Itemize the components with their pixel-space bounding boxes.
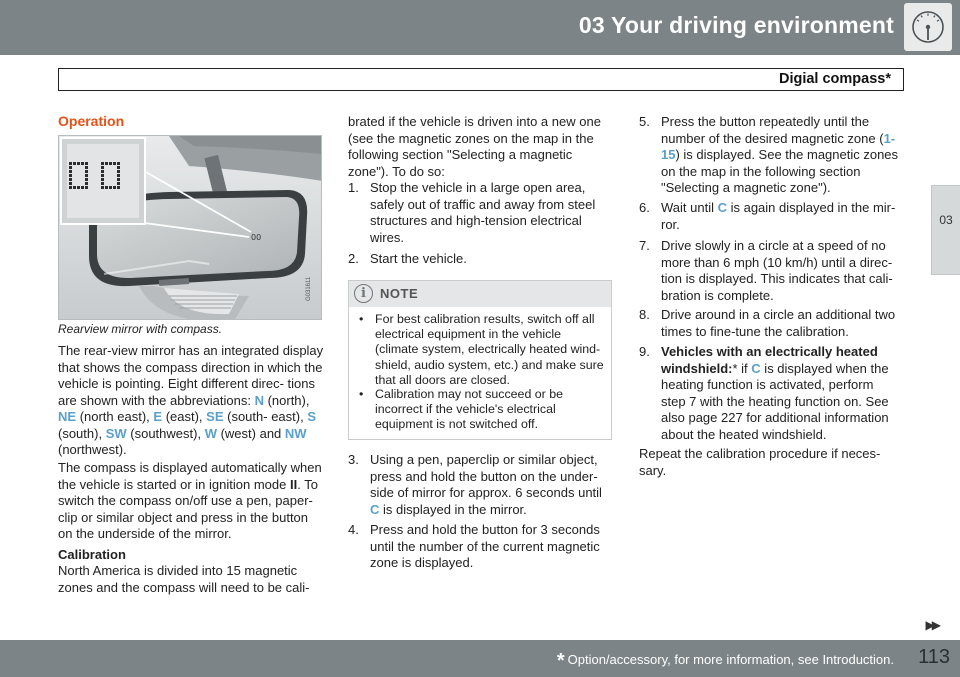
repeat-paragraph: Repeat the calibration procedure if neces- sary. (639, 446, 881, 478)
figure-code: G031611 (306, 276, 312, 301)
calibration-heading: Calibration (58, 547, 126, 562)
note-header (349, 281, 611, 307)
chapter-tab[interactable] (931, 185, 960, 275)
next-page-arrows-icon[interactable]: ▶▶ (925, 618, 938, 632)
figure-caption: Rearview mirror with compass. (58, 322, 223, 336)
operation-heading: Operation (58, 113, 125, 129)
header-bar (0, 0, 960, 55)
calibration-continued: brated if the vehicle is driven into a new one (see the magnetic zones on the map in the following section "Selecting a magnetic zone"). To do so: (348, 114, 601, 179)
mirror-compass-text: 00 (251, 233, 262, 242)
page-number: 113 (918, 646, 950, 668)
note-box: i NOTE • For best calibration results, switch off all electrical equipment in the vehicle (climate system, electrically heated wind- shield, audio system, etc.) and make sure that all doors are closed. • Calibration may not succeed or be incorrect if the vehicle's electrical equipment is not switched off. (348, 280, 612, 440)
footer-bar (0, 640, 960, 677)
chapter-title: 03 Your driving environment (578, 12, 894, 38)
section-subtitle: Digial compass* (778, 71, 891, 87)
info-icon: i (354, 284, 373, 303)
calibration-paragraph: North America is divided into 15 magnetic zones and the compass will need to be cali- (58, 563, 310, 595)
note-label: NOTE (380, 286, 419, 301)
auto-display-paragraph: The compass is displayed automatically when the vehicle is started or in ignition mode II. To switch the compass on/off use a pen, paper- clip or similar object and press in the button on the underside of the mirror. (58, 460, 322, 541)
chapter-tab-label: 03 (939, 213, 953, 227)
speedometer-icon (904, 3, 952, 51)
footer-note: * Option/accessory, for more information, see Introduction. (556, 650, 894, 672)
intro-paragraph: The rear-view mirror has an integrated display that shows the compass direction in which the vehicle is pointing. Eight different direc- tions are shown with the abbreviations: N (north), NE (north east), E (east), SE (south- east), S (south), SW (southwest), W (west) and NW (northwest). (58, 343, 324, 457)
mirror-figure (58, 135, 322, 320)
section-header-box (58, 68, 904, 91)
